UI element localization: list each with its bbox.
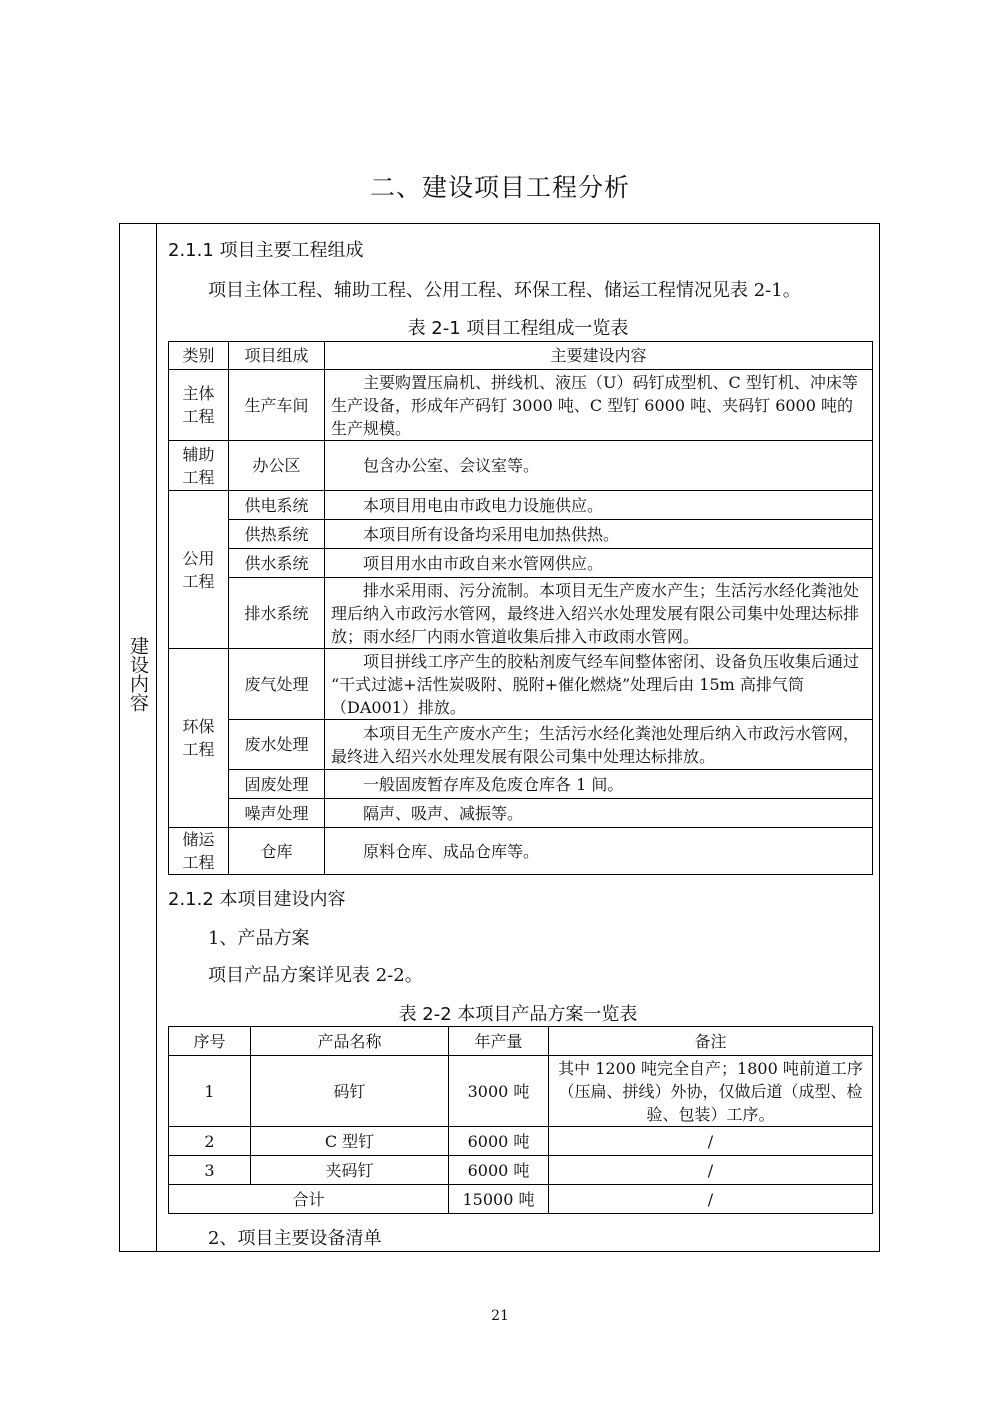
table-row xyxy=(169,1156,873,1185)
component-cell: 噪声处理 xyxy=(229,799,325,828)
table-row xyxy=(169,370,873,441)
header-note: 备注 xyxy=(549,1027,873,1056)
product-name-cell: 码钉 xyxy=(251,1056,449,1127)
table-row xyxy=(169,520,873,549)
category-cell: 公用工程 xyxy=(169,491,229,649)
equipment-list-heading: 2、项目主要设备清单 xyxy=(208,1228,382,1249)
content-cell: 本项目用电由市政电力设施供应。 xyxy=(325,491,873,520)
content-cell: 包含办公室、会议室等。 xyxy=(325,441,873,491)
component-cell: 排水系统 xyxy=(229,578,325,649)
component-cell: 生产车间 xyxy=(229,370,325,441)
table-row xyxy=(169,770,873,799)
output-cell: 3000 吨 xyxy=(449,1056,549,1127)
table-row xyxy=(169,649,873,720)
total-note-cell: / xyxy=(549,1185,873,1214)
table-row xyxy=(169,720,873,770)
total-label-cell: 合计 xyxy=(169,1185,449,1214)
content-cell: 隔声、吸声、减振等。 xyxy=(325,799,873,828)
table-row xyxy=(169,491,873,520)
component-cell: 仓库 xyxy=(229,828,325,875)
table-2-1-caption: 表 2-1 项目工程组成一览表 xyxy=(407,318,629,339)
category-cell: 储运工程 xyxy=(169,828,229,875)
header-category: 类别 xyxy=(169,342,229,370)
table-2-2 xyxy=(168,1026,873,1214)
category-cell: 主体工程 xyxy=(169,370,229,441)
side-label: 建设内容 xyxy=(127,636,149,712)
table-row xyxy=(169,578,873,649)
side-column xyxy=(120,224,157,1251)
section-2-intro: 项目产品方案详见表 2-2。 xyxy=(208,965,423,986)
table-row xyxy=(169,828,873,875)
content-cell: 原料仓库、成品仓库等。 xyxy=(325,828,873,875)
category-cell: 环保工程 xyxy=(169,649,229,828)
note-cell: / xyxy=(549,1156,873,1185)
table-row xyxy=(169,1056,873,1127)
no-cell: 1 xyxy=(169,1056,251,1127)
component-cell: 固废处理 xyxy=(229,770,325,799)
component-cell: 办公区 xyxy=(229,441,325,491)
component-cell: 供电系统 xyxy=(229,491,325,520)
content-cell: 排水采用雨、污分流制。本项目无生产废水产生；生活污水经化粪池处理后纳入市政污水管网，最终进入绍兴水处理发展有限公司集中处理达标排放；雨水经厂内雨水管道收集后排入市政雨水管网。 xyxy=(325,578,873,649)
table-2-1 xyxy=(168,341,873,875)
table-header-row xyxy=(169,1027,873,1056)
section-heading-2-1-1: 2.1.1 项目主要工程组成 xyxy=(168,240,364,261)
component-cell: 废气处理 xyxy=(229,649,325,720)
header-content: 主要建设内容 xyxy=(325,342,873,370)
content-cell: 主要购置压扁机、拼线机、液压（U）码钉成型机、C 型钉机、冲床等生产设备，形成年产码钉 3000 吨、C 型钉 6000 吨、夹码钉 6000 吨的生产规模。 xyxy=(325,370,873,441)
table-header-row xyxy=(169,342,873,370)
table-row xyxy=(169,441,873,491)
page-number: 21 xyxy=(491,1308,509,1324)
output-cell: 6000 吨 xyxy=(449,1127,549,1156)
main-content xyxy=(157,224,879,1251)
table-row xyxy=(169,1127,873,1156)
table-total-row xyxy=(169,1185,873,1214)
section-heading-2-1-2: 2.1.2 本项目建设内容 xyxy=(168,889,346,910)
total-output-cell: 15000 吨 xyxy=(449,1185,549,1214)
category-cell: 辅助工程 xyxy=(169,441,229,491)
no-cell: 3 xyxy=(169,1156,251,1185)
content-cell: 一般固废暂存库及危废仓库各 1 间。 xyxy=(325,770,873,799)
note-cell: / xyxy=(549,1127,873,1156)
content-frame xyxy=(119,223,880,1252)
table-row xyxy=(169,549,873,578)
product-plan-heading: 1、产品方案 xyxy=(208,928,310,949)
content-cell: 项目用水由市政自来水管网供应。 xyxy=(325,549,873,578)
output-cell: 6000 吨 xyxy=(449,1156,549,1185)
page-title: 二、建设项目工程分析 xyxy=(369,173,630,202)
component-cell: 废水处理 xyxy=(229,720,325,770)
content-cell: 项目拼线工序产生的胶粘剂废气经车间整体密闭、设备负压收集后通过 “干式过滤+活性炭吸附、脱附+催化燃烧”处理后由 15m 高排气筒（DA001）排放。 xyxy=(325,649,873,720)
table-row xyxy=(169,799,873,828)
header-no: 序号 xyxy=(169,1027,251,1056)
component-cell: 供水系统 xyxy=(229,549,325,578)
product-name-cell: 夹码钉 xyxy=(251,1156,449,1185)
table-2-2-caption: 表 2-2 本项目产品方案一览表 xyxy=(398,1004,638,1025)
section-1-intro: 项目主体工程、辅助工程、公用工程、环保工程、储运工程情况见表 2-1。 xyxy=(208,280,801,301)
note-cell: 其中 1200 吨完全自产；1800 吨前道工序（压扁、拼线）外协，仅做后道（成型、检验、包装）工序。 xyxy=(549,1056,873,1127)
header-product-name: 产品名称 xyxy=(251,1027,449,1056)
component-cell: 供热系统 xyxy=(229,520,325,549)
content-cell: 本项目所有设备均采用电加热供热。 xyxy=(325,520,873,549)
header-output: 年产量 xyxy=(449,1027,549,1056)
no-cell: 2 xyxy=(169,1127,251,1156)
product-name-cell: C 型钉 xyxy=(251,1127,449,1156)
header-component: 项目组成 xyxy=(229,342,325,370)
content-cell: 本项目无生产废水产生；生活污水经化粪池处理后纳入市政污水管网，最终进入绍兴水处理发展有限公司集中处理达标排放。 xyxy=(325,720,873,770)
